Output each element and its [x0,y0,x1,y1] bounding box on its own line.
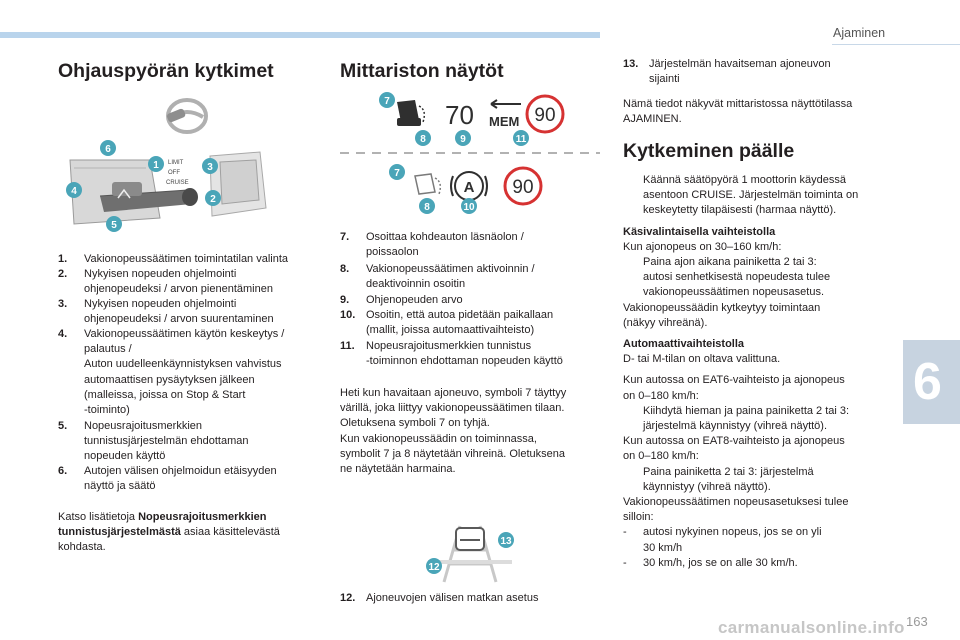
body-line: Vakionopeussäädin kytkeytyy toimintaan [623,301,821,314]
body-line: silloin: [623,511,654,524]
callout-badge-13 [498,532,514,548]
body-line: Kun autossa on EAT8-vaihteisto ja ajonopeus [623,435,845,448]
chapter-rule [832,44,960,45]
body-line: 30 km/h [643,541,683,554]
mem-label: MEM [489,114,520,129]
callout-badge-10 [461,198,477,214]
callout-badge-2 [205,190,221,206]
body-line: - autosi nykyinen nopeus, jos se on yli [623,525,893,540]
stalk-label-off: OFF [168,170,180,176]
target-vehicle-icon [397,100,424,126]
chapter-title: Ajaminen [833,26,886,40]
body-line: Käsivalintaisella vaihteistolla [623,225,776,238]
chapter-tab [903,340,960,424]
svg-text:11: 11 [515,134,527,145]
chapter-number: 6 [913,353,942,411]
body-line: keskeytetty tilapäisesti (harmaa näyttö). [643,204,837,217]
section-title-switching-on: Kytkeminen päälle [623,140,795,162]
callout-badge-5 [106,216,122,232]
svg-text:10: 10 [463,202,475,213]
body-line: - 30 km/h, jos se on alle 30 km/h. [623,556,893,571]
set-speed-value: 70 [445,100,474,130]
auto-hold-icon [451,172,487,200]
callout-badge-3 [202,158,218,174]
reference-note: Katso lisätietoja Nopeusrajoitusmerkkien tunnistusjärjestelmästä asiaa käsittelevästä kohdasta. [58,511,280,554]
mem-arrow-icon [491,100,521,108]
svg-text:7: 7 [384,96,390,107]
vehicle-icon [456,528,484,550]
dash-marker: - [623,556,627,569]
svg-text:4: 4 [71,186,77,197]
svg-text:12: 12 [428,562,440,573]
svg-text:13: 13 [500,536,512,547]
body-line: Kun ajonopeus on 30–160 km/h: [623,240,782,253]
svg-text:1: 1 [153,160,159,171]
svg-text:3: 3 [207,162,213,173]
callout-badge-8 [415,130,431,146]
stalk-label-cruise: CRUISE [166,180,189,186]
callout-badge-11 [513,130,529,146]
svg-text:9: 9 [460,134,466,145]
body-line: Kiihdytä hieman ja paina painiketta 2 tai 3: [643,404,850,417]
svg-text:2: 2 [210,194,216,205]
body-line: asentoon CRUISE. Järjestelmän toiminta on [643,189,859,202]
instrument-display-active [375,90,575,150]
section-title-instrument-displays: Mittariston näytöt [340,60,504,82]
callout-badge-6 [100,140,116,156]
stalk-label-limit: LIMIT [168,160,184,166]
speed-limit-value: 90 [534,105,556,126]
callout-badge-9 [455,130,471,146]
svg-text:5: 5 [111,220,117,231]
callout-badge-7b [389,164,405,180]
switching-on-body [623,173,893,571]
speed-limit-value-2: 90 [512,177,534,198]
body-line: Käännä säätöpyörä 1 moottorin käydessä [643,174,847,186]
display-separator [340,150,600,156]
callout-badge-1 [148,156,164,172]
steering-wheel-icon [165,97,209,135]
body-line: on 0–180 km/h: [623,389,699,402]
instrument-display-standby [385,162,555,222]
header-bar [0,32,600,38]
symbol-explanation-paragraph: Heti kun havaitaan ajoneuvo, symboli 7 täyttyy värillä, joka liittyy vakionopeussäätimen tilaan. Oletuksena symboli 7 on tyhjä. Kun vakionopeussäädin on toiminnassa, symbolit 7 ja 8 näytetään vihreinä. Oletuksena ne näytetään harmaina. [340,387,567,476]
display-mode-note: Nämä tiedot näkyvät mittaristossa näyttötilassa AJAMINEN. [623,98,853,126]
callout-badge-4 [66,182,82,198]
svg-text:8: 8 [424,202,430,213]
body-line: on 0–180 km/h: [623,450,699,463]
svg-text:8: 8 [420,134,426,145]
body-line: D- tai M-tilan on oltava valittuna. [623,353,781,366]
svg-text:6: 6 [105,144,111,155]
body-line: Vakionopeussäätimen nopeusasetuksesi tulee [623,496,849,509]
body-line: järjestelmä käynnistyy (vihreä näyttö). [643,420,828,433]
target-vehicle-outline-icon [415,174,440,194]
body-line: (näkyy vihreänä). [623,316,708,329]
page-number: 163 [906,614,928,629]
svg-text:A: A [463,179,475,196]
svg-text:7: 7 [394,168,400,179]
cruise-control-stalk-figure [60,138,310,238]
body-line: Kun autossa on EAT6-vaihteisto ja ajonopeus [623,374,845,387]
body-line: Paina ajon aikana painiketta 2 tai 3: [643,256,817,269]
body-line: vakionopeussäätimen nopeusasetus. [643,286,825,299]
callout-badge-7 [379,92,395,108]
section-title-steering-controls: Ohjauspyörän kytkimet [58,60,274,82]
body-line: Automaattivaihteistolla [623,338,745,351]
body-line: autosi senhetkisestä nopeudesta tulee [643,271,831,284]
callout-badge-8b [419,198,435,214]
callout-badge-12 [426,558,442,574]
dash-marker: - [623,526,627,539]
watermark: carmanualsonline.info [718,618,905,637]
body-line: käynnistyy (vihreä näyttö). [643,480,771,493]
distance-setting-figure [420,520,520,588]
body-line: Paina painiketta 2 tai 3: järjestelmä [643,465,814,478]
